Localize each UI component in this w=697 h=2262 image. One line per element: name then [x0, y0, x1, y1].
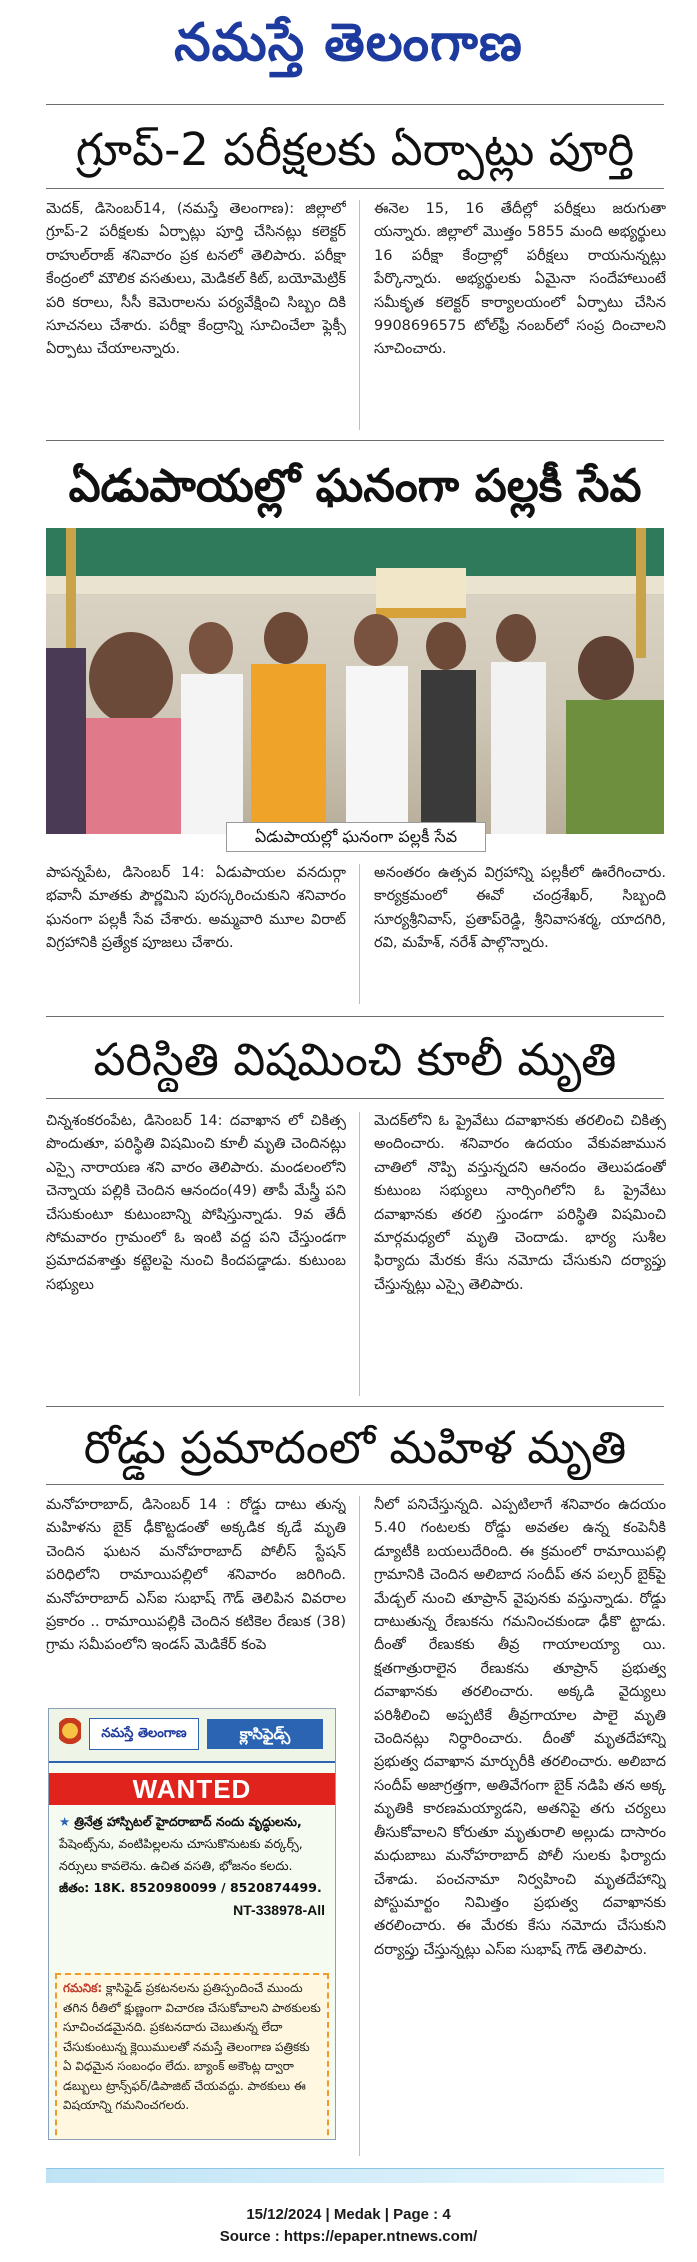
palanquin-procession-photo	[46, 528, 664, 834]
divider	[46, 1484, 664, 1485]
divider	[46, 1016, 664, 1017]
divider	[46, 440, 664, 441]
masthead-title: నమస్తే తెలంగాణ	[174, 12, 523, 73]
article-column-left: మెదక్‌, డిసెంబర్‌14, (నమస్తే తెలంగాణ): జిల్లాలో గ్రూప్‌-2 పరీక్షలకు ఏర్పాట్లు పూర్తి చేసినట్లు కలెక్టర్‌ రాహుల్‌రాజ్‌ శనివారం ప్రక టనలో తెలిపారు. పరీక్షా కేంద్రంలో మౌలిక వసతులు, మెడికల్‌ కిట్‌, బయోమెట్రిక్‌ పరి కరాలు, సీసీ కెమెరాలను పర్యవేక్షించి సిబ్బం దికి సూచనలు చేశారు. పరీక్షా కేంద్రాన్ని సూచించేలా ఫ్లెక్సీ ఏర్పాటు చేయాలన్నారు.	[46, 201, 346, 358]
divider	[46, 104, 664, 105]
ad-hospital-line	[59, 1811, 325, 1833]
footer-date-line: 15/12/2024 | Medak | Page : 4	[246, 2206, 451, 2223]
article-column-right: నీలో పనిచేస్తున్నది. ఎప్పటిలాగే శనివారం ఉదయం 5.40 గంటలకు రోడ్డు అవతల ఉన్న కంపెనీకి డ్యూటీకి బయలుదేరింది. ఈ క్రమంలో రామాయిపల్లి గ్రామానికి చెందిన అలిబాద సందీప్‌ తన పల్సర్‌ బైక్‌పై మేడ్చల్‌ నుంచి తూప్రాన్‌ వైపునకు వస్తున్నాడు. రోడ్డు దాటుతున్న రేణుకను గమనించకుండా ఢీకొ ట్టాడు. దీంతో రేణుకకు తీవ్ర గాయాలయ్యా యి. క్షతగాత్రురాలైన రేణుకను తూప్రాన్‌ ప్రభుత్వ దవాఖానకు తరలించారు. అక్కడి వైద్యులు పరిశీలించి అప్పటికే తీవ్రగాయాల పాలై మృతి చెందినట్లు నిర్ధారించారు. దీంతో మృతదేహాన్ని ప్రభుత్వ దవాఖాన మార్చురీకి తరలించారు. అలిబాద సందీప్‌ అజాగ్రత్తగా, అతివేగంగా బైక్‌ నడిపి తన అక్క మృతికి కారణమయ్యాడని, అతనిపై తగు చర్యలు తీసుకోవాలని కోరుతూ మృతురాలి అల్లుడు దాసారం మధుబాబు మనోహరాబాద్‌ పోలీ సులకు ఫిర్యాదు చేశాడు. పంచనామా నిర్వహించి మృతదేహాన్ని పోస్టుమార్టం నిమిత్తం ప్రభుత్వ దవాఖానకు తరలించారు. ఈ మేరకు కేసు నమోదు చేసుకుని దర్యాప్తు చేస్తున్నట్లు ఎస్‌ఐ సుభాష్‌ గౌడ్‌ తెలిపారు.	[374, 1497, 666, 1958]
classifieds-label: క్లాసిఫైడ్స్‌	[207, 1719, 323, 1749]
photo-caption: ఏడుపాయల్లో ఘనంగా పల్లకీ సేవ	[226, 822, 486, 852]
column-divider	[359, 1112, 360, 1396]
divider	[46, 188, 664, 189]
ad-salary-contact: జీతం: 18K. 8520980099 / 8520874499.	[59, 1880, 322, 1895]
classified-ad	[48, 1708, 336, 2140]
article-headline: పరిస్థితి విషమించి కూలీ మృతి	[93, 1033, 617, 1086]
column-divider	[359, 864, 360, 1004]
article-column-right: మెదక్‌లోని ఓ ప్రైవేటు దవాఖానకు తరలించి చికిత్స అందించారు. శనివారం ఉదయం వేకువజామున చాతిలో నొప్పి వస్తున్నదని ఆనందం తెలుపడంతో కుటుంబ సభ్యులు నార్సింగిలోని ఓ ప్రైవేటు దవాఖానకు తరలి స్తుండగా పరిస్థితి విషమించి మార్గమధ్యలో మృతి చెందాడు. భార్య సుశీల ఫిర్యాదు మేరకు కేసు నమోదు చేసుకుని దర్యాప్తు చేస్తున్నట్లు ఎస్సై తెలిపారు.	[374, 1113, 666, 1293]
article-column-left: పాపన్నపేట, డిసెంబర్‌ 14: ఏడుపాయల వనదుర్గా భవానీ మాతకు పౌర్ణమిని పురస్కరించుకుని శనివారం ఘనంగా పల్లకీ సేవ చేశారు. అమ్మవారి మూల విరాట్‌ విగ్రహానికి ప్రత్యేక పూజలు చేశారు.	[46, 865, 346, 952]
ad-description: పేషెంట్స్‌ను, వంటిపిల్లలను చూసుకొనుటకు వర్కర్స్‌, నర్సులు కావలెను. ఉచిత వసతి, భోజనం కలదు.	[59, 1836, 303, 1873]
ad-code: NT-338978-All	[233, 1902, 325, 1918]
divider	[46, 1406, 664, 1407]
ad-hospital: త్రినేత్ర హాస్పిటల్‌ హైదరాబాద్‌ నందు వృద్ధులను,	[74, 1814, 302, 1829]
ad-brand-label: నమస్తే తెలంగాణ	[89, 1718, 199, 1750]
footer-band	[46, 2168, 664, 2183]
ad-notice-label: గమనిక:	[63, 1981, 103, 1995]
ad-body	[49, 1805, 335, 1965]
ad-notice-text: క్లాసిఫైడ్‌ ప్రకటనలను ప్రతిస్పందించే ముందు తగిన రీతిలో క్షుణ్ణంగా విచారణ చేసుకోవాలని పాఠకులకు సూచించడమైనది. ప్రకటనదారు చెబుతున్న లేదా చేసుకుంటున్న క్లెయిములతో నమస్తే తెలంగాణ పత్రికకు ఏ విధమైన సంబంధం లేదు. బ్యాంక్‌ అకౌంట్ల ద్వారా డబ్బులు ట్రాన్స్‌ఫర్‌/డిపాజిట్‌ చేయవద్దు. పాఠకులు ఈ విషయాన్ని గమనించగలరు.	[63, 1981, 321, 2112]
star-icon: ★	[59, 1814, 71, 1829]
ad-notice	[55, 1973, 329, 2140]
article-headline: గ్రూప్‌-2 పరీక్షలకు ఏర్పాట్లు పూర్తి	[75, 123, 635, 176]
divider	[46, 1098, 664, 1099]
column-divider	[359, 1496, 360, 2156]
footer-source-line: Source : https://epaper.ntnews.com/	[219, 2228, 478, 2245]
article-headline: ఏడుపాయల్లో ఘనంగా పల్లకీ సేవ	[68, 459, 642, 512]
photo-illustration	[46, 528, 664, 834]
article-column-right: ఈనెల 15, 16 తేదీల్లో పరీక్షలు జరుగుతా యన్నారు. జిల్లాలో మొత్తం 5855 మంది అభ్యర్థులు 16 పరీక్షా కేంద్రాల్లో పరీక్షలు రాయనున్నట్లు పేర్కొన్నారు. అభ్యర్థులకు ఏమైనా సందేహాలుంటే సమీకృత కలెక్టర్‌ కార్యాలయంలో ఏర్పాటు చేసిన 9908696575 టోల్‌ఫ్రీ నంబర్‌లో సంప్ర దించాలని సూచించారు.	[374, 201, 666, 358]
column-divider	[359, 200, 360, 430]
wanted-banner: WANTED	[49, 1773, 335, 1805]
newspaper-logo-icon	[59, 1718, 81, 1750]
article-column-left: మనోహరాబాద్‌, డిసెంబర్‌ 14 : రోడ్డు దాటు తున్న మహిళను బైక్‌ ఢీకొట్టడంతో అక్కడిక క్కడే మృతి చెందిన ఘటన మనోహరాబాద్‌ పోలీస్‌ స్టేషన్‌ పరిధిలోని రామాయిపల్లిలో శనివారం జరిగింది. మనోహరాబాద్‌ ఎస్‌ఐ సుభాష్‌ గౌడ్‌ తెలిపిన వివరాల ప్రకారం .. రామాయిపల్లికి చెందిన కటికెల రేణుక (38) గ్రామ సమీపంలోని ఇండస్‌ మెడికేర్‌ కంపె	[46, 1497, 346, 1654]
article-headline: రోడ్డు ప్రమాదంలో మహిళ మృతి	[83, 1421, 627, 1474]
classified-ad-header	[49, 1709, 335, 1763]
article-column-right: అనంతరం ఉత్సవ విగ్రహాన్ని పల్లకీలో ఊరేగించారు. కార్యక్రమంలో ఈవో చంద్రశేఖర్‌, సిబ్బంది సూర్యశ్రీనివాస్‌, ప్రతాప్‌రెడ్డి, శ్రీనివాసశర్మ, యాదగిరి, రవి, మహేశ్‌, నరేశ్‌ పాల్గొన్నారు.	[374, 865, 666, 952]
article-column-left: చిన్నశంకరంపేట, డిసెంబర్‌ 14: దవాఖాన లో చికిత్స పొందుతూ, పరిస్థితి విషమించి కూలీ మృతి చెందినట్లు ఎస్సై నారాయణ శని వారం తెలిపారు. మండలంలోని చెన్నాయ పల్లికి చెందిన ఆనందం(49) తాపీ మేస్త్రీ పని చేసుకుంటూ కుటుంబాన్ని పోషిస్తున్నాడు. 9వ తేదీ సోమవారం గ్రామంలో ఓ ఇంటి వద్ద పని చేస్తుండగా ప్రమాదవశాత్తు కట్టెలపై నుంచి కిందపడ్డాడు. కుటుంబ సభ్యులు	[46, 1113, 346, 1293]
